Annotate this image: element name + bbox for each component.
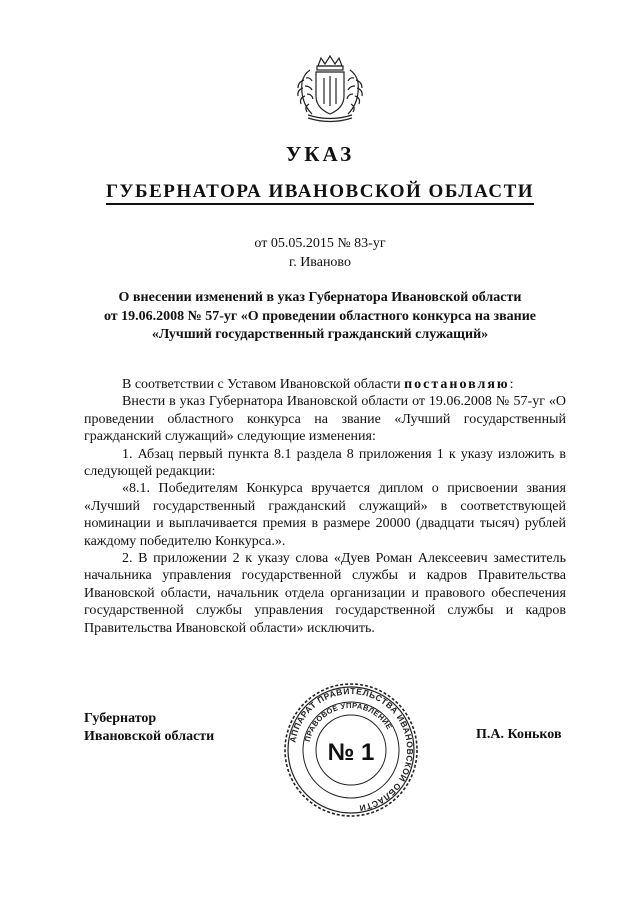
heading-line-1: О внесении изменений в указ Губернатора Ивановской области [118, 290, 522, 305]
stamp-number: № 1 [327, 739, 375, 766]
official-stamp [283, 682, 419, 818]
paragraph-item-2: 2. В приложении 2 к указу слова «Дуев Роман Алексеевич заместитель начальника управления государственной службы и кадров Правительства Ивановской области, начальник отдела организации и правового обеспечения государственной службы управления государственной службы и кадров Правительства Ивановской области» исключить. [84, 551, 566, 636]
signatory-name: П.А. Коньков [476, 727, 562, 742]
heading-line-3: «Лучший государственный гражданский служащий» [151, 327, 489, 342]
coat-of-arms-emblem [290, 52, 370, 124]
issuer-title: ГУБЕРНАТОРА ИВАНОВСКОЙ ОБЛАСТИ [0, 181, 640, 203]
paragraph-item-1: 1. Абзац первый пункта 8.1 раздела 8 приложения 1 к указу изложить в следующей редакции: [84, 446, 566, 480]
stamp-inner-text: ПРАВОВОЕ УПРАВЛЕНИЕ [302, 700, 395, 743]
decree-date-number: от 05.05.2015 № 83-уг [254, 236, 386, 251]
decree-body [84, 376, 566, 637]
decree-word: постановляю [404, 377, 510, 392]
intro-paragraph: В соответствии с Уставом Ивановской области постановляю: [122, 377, 514, 392]
heading-line-2: от 19.06.2008 № 57-уг «О проведении областного конкурса на звание [103, 308, 537, 324]
stamp-outer-text: АППАРАТ ПРАВИТЕЛЬСТВА ИВАНОВСКОЙ ОБЛАСТИ [287, 685, 416, 814]
paragraph-amendment: Внести в указ Губернатора Ивановской области от 19.06.2008 № 57-уг «О проведении областного конкурса на звание «Лучший государственный гражданский служащий» следующие изменения: [84, 394, 566, 445]
document-type-title: УКАЗ [285, 142, 355, 166]
decree-city: г. Иваново [289, 255, 351, 270]
decree-heading [84, 289, 556, 345]
signatory-position: Губернатор Ивановской области [84, 711, 215, 744]
paragraph-quote: «8.1. Победителям Конкурса вручается диплом о присвоении звания «Лучший государственный гражданский служащий» в соответствующей номинации и выплачивается премия в размере 20000 (двадцати тысяч) рублей каждому победителю Конкурса.». [84, 481, 566, 549]
